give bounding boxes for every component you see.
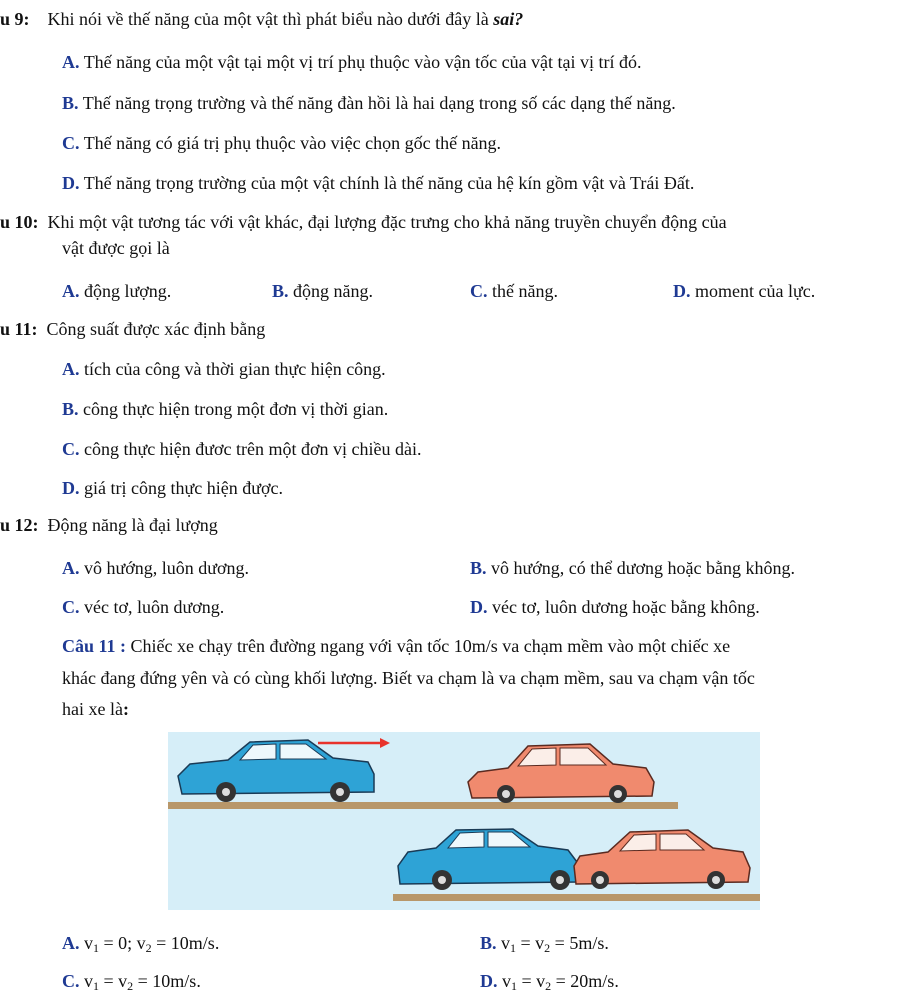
bottom-road <box>393 894 760 901</box>
question-9-option-d: D. Thế năng trọng trường của một vật chính là thế năng của hệ kín gồm vật và Trái Đất. <box>62 173 695 193</box>
question-11-stem: u 11: Công suất được xác định bằng <box>0 319 266 339</box>
question-10-option-d: D. moment của lực. <box>673 281 816 301</box>
question-10-option-a: A. động lượng. <box>62 281 172 301</box>
question-11-option-a: A. tích của công và thời gian thực hiện công. <box>62 359 386 379</box>
collision-question-label: Câu 11 : <box>62 636 127 656</box>
question-10-option-c: C. thế năng. <box>470 281 558 301</box>
question-9-option-b: B. Thế năng trọng trường và thế năng đàn hồi là hai dạng trong số các dạng thế năng. <box>62 93 676 113</box>
question-11-option-c: C. công thực hiện đươc trên một đơn vị chiều dài. <box>62 439 422 459</box>
question-12-option-c: C. véc tơ, luôn dương. <box>62 597 225 617</box>
question-9-label: u 9: <box>0 9 30 29</box>
question-9-option-c: C. Thế năng có giá trị phụ thuộc vào việc chọn gốc thế năng. <box>62 133 502 153</box>
question-9-stem <box>0 8 523 30</box>
question-9-option-a: A. Thế năng của một vật tại một vị trí phụ thuộc vào vận tốc của vật tại vị trí đó. <box>62 52 642 72</box>
question-10-label: u 10: <box>0 212 39 232</box>
question-9-emphasis: sai? <box>493 9 524 29</box>
question-12-option-a: A. vô hướng, luôn dương. <box>62 558 250 578</box>
question-12-option-d: D. véc tơ, luôn dương hoặc bằng không. <box>470 597 760 617</box>
collision-question-stem-cont2: hai xe là: <box>62 699 129 719</box>
question-9-text: Khi nói về thế năng của một vật thì phát biểu nào dưới đây là <box>47 9 494 29</box>
question-10-stem: u 10: Khi một vật tương tác với vật khác, đại lượng đặc trưng cho khả năng truyền chuyển động của <box>0 212 727 232</box>
question-11-option-b: B. công thực hiện trong một đơn vị thời gian. <box>62 399 389 419</box>
question-11-label: u 11: <box>0 319 38 339</box>
collision-option-c: C. $v_1 = v_2 = 10m/s$. <box>62 971 201 993</box>
collision-option-a: A. $v_1 = 0$; $v_2 = 10m/s$. <box>62 933 220 955</box>
question-10-option-b: B. động năng. <box>272 281 374 301</box>
collision-question-stem: Câu 11 : Chiếc xe chạy trên đường ngang với vận tốc 10m/s va chạm mềm vào một chiếc xe <box>62 636 731 656</box>
collision-question-stem-cont1: khác đang đứng yên và có cùng khối lượng. Biết va chạm là va chạm mềm, sau va chạm vận tốc <box>62 668 755 688</box>
top-road <box>168 802 678 809</box>
question-12-option-b: B. vô hướng, có thể dương hoặc bằng không. <box>470 558 796 578</box>
collision-option-b: B. $v_1 = v_2 = 5m/s$. <box>480 933 609 955</box>
question-12-stem: u 12: Động năng là đại lượng <box>0 515 218 535</box>
question-12-label: u 12: <box>0 515 39 535</box>
car-collision-figure <box>168 732 760 910</box>
question-11-option-d: D. giá trị công thực hiện được. <box>62 478 283 498</box>
collision-option-d: D. $v_1 = v_2 = 20m/s$. <box>480 971 619 993</box>
question-10-stem-cont: vật được gọi là <box>62 238 170 258</box>
